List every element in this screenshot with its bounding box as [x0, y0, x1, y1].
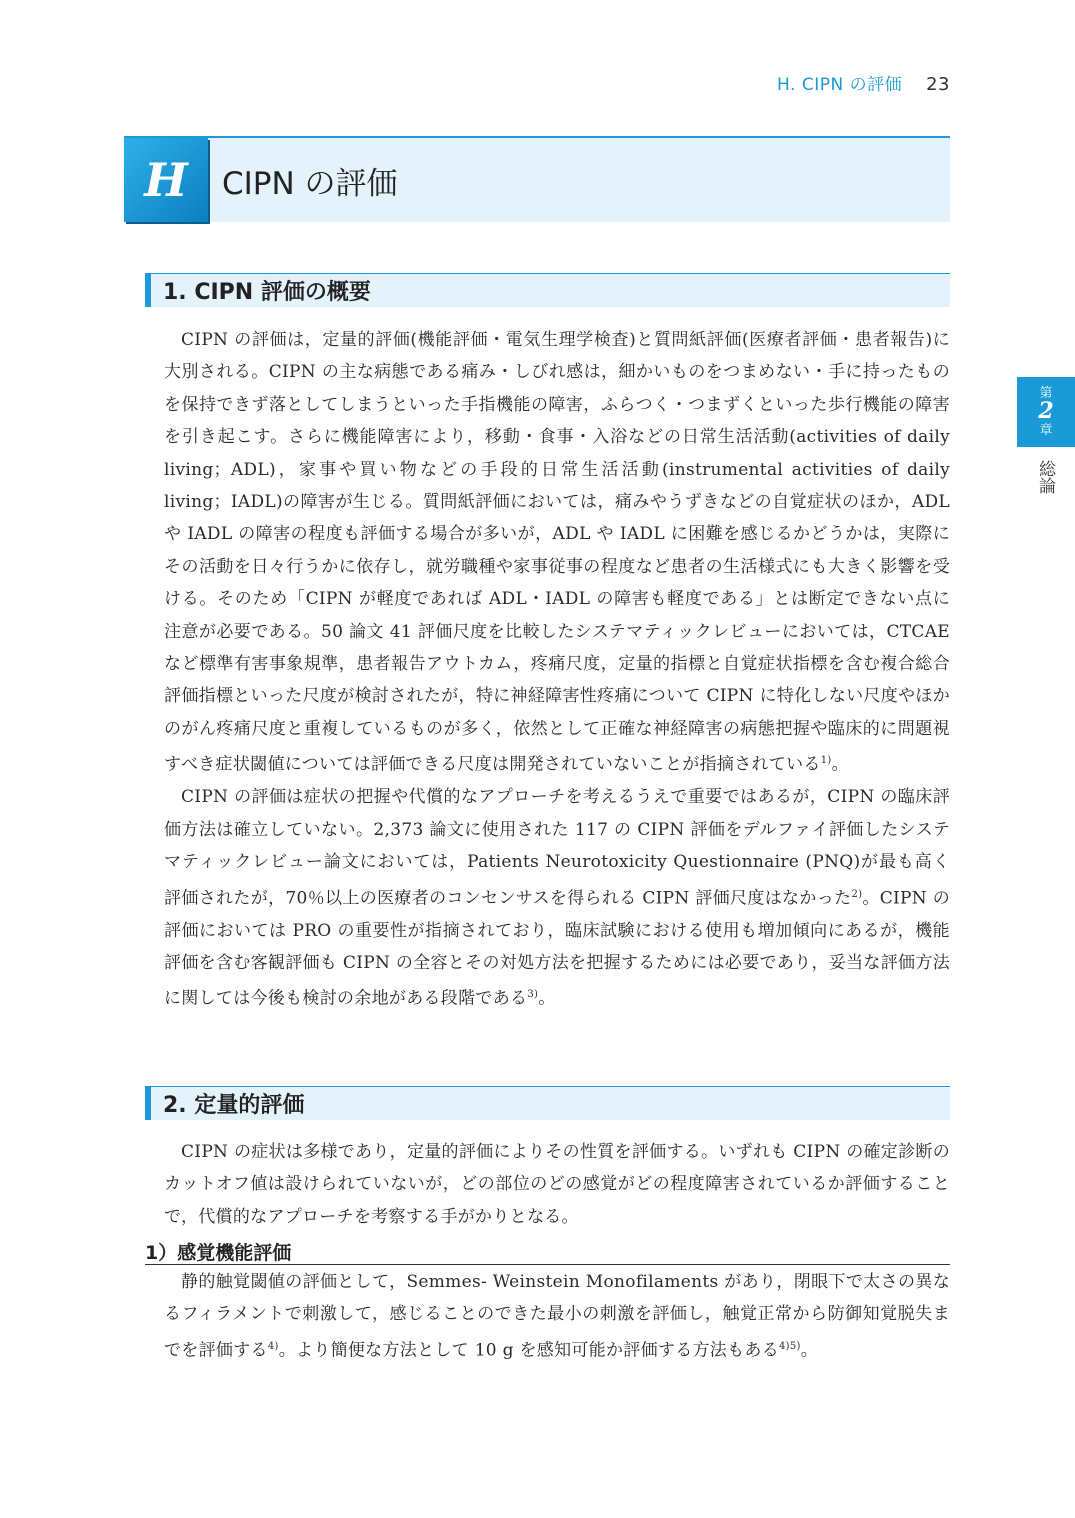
chapter-side-tab [1017, 377, 1075, 447]
citation-4: 4) [267, 1340, 279, 1352]
citation-5: 4)5) [779, 1340, 801, 1352]
page-number: 23 [926, 74, 950, 95]
side-tab-label: 総論 [1035, 460, 1055, 494]
section-1-body [164, 324, 950, 1016]
running-head-label: H. CIPN の評価 [777, 75, 903, 95]
chapter-title-banner [124, 136, 950, 222]
section-1-paragraph-2: CIPN の評価は症状の把握や代償的なアプローチを考えるうえで重要ではあるが，CIPN の臨床評価方法は確立していない。2,373 論文に使用された 117 の CIPN 評価をデルファイ評価したシステマティックレビュー論文においては，Patients Neurotoxicity Questionnaire (PNQ)が最も高く評価されたが，70％以上の医療者のコンセンサスを得られる CIPN 評価尺度はなかった$^{2)}$。CIPN の評価においては PRO の重要性が指摘されており，臨床試験における使用も増加傾向にあるが，機能評価を含む客観評価も CIPN の全容とその対処方法を把握するためには必要であり，妥当な評価方法に関しては今後も検討の余地がある段階である$^{3)}$。 [164, 787, 950, 1010]
section-2-body [164, 1136, 950, 1233]
side-tab-post: 章 [1039, 422, 1053, 438]
section-1-heading: 1. CIPN 評価の概要 [145, 273, 950, 307]
section-1-paragraph-1: CIPN の評価は，定量的評価(機能評価・電気生理学検査)と質問紙評価(医療者評価・患者報告)に大別される。CIPN の主な病態である痛み・しびれ感は，細かいものをつまめない・手に持ったものを保持できず落としてしまうといった手指機能の障害，ふらつく・つまずくといった歩行機能の障害を引き起こす。さらに機能障害により，移動・食事・入浴などの日常生活活動(activities of daily living；ADL)，家事や買い物などの手段的日常生活活動(instrumental activities of daily living；IADL)の障害が生じる。質問紙評価においては，痛みやうずきなどの自覚症状のほか，ADL や IADL の障害の程度も評価する場合が多いが，ADL や IADL に困難を感じるかどうかは，実際にその活動を日々行うかに依存し，就労職種や家事従事の程度など患者の生活様式にも大きく影響を受ける。そのため「CIPN が軽度であれば ADL・IADL の障害も軽度である」とは断定できない点に注意が必要である。50 論文 41 評価尺度を比較したシステマティックレビューにおいては，CTCAE など標準有害事象規準，患者報告アウトカム，疼痛尺度，定量的指標と自覚症状指標を含む複合総合評価指標といった尺度が検討されたが，特に神経障害性疼痛について CIPN に特化しない尺度やほかのがん疼痛尺度と重複しているものが多く，依然として正確な神経障害の病態把握や臨床的に問題視すべき症状閾値については評価できる尺度は開発されていないことが指摘されている$^{1)}$。 [164, 330, 950, 775]
citation-1: 1) [820, 755, 832, 767]
subsection-paragraph: 静的触覚閾値の評価として，Semmes- Weinstein Monofilaments があり，閉眼下で太さの異なるフィラメントで刺激して，感じることのできた最小の刺激を評価し，触覚正常から防御知覚脱失までを評価する$^{4)}$。より簡便な方法として 10 g を感知可能か評価する方法もある$^{4)5)}$。 [164, 1272, 950, 1361]
side-tab-number: 2 [1038, 398, 1054, 425]
subsection-body [164, 1266, 950, 1367]
citation-3: 3) [527, 989, 539, 1001]
section-2-heading: 2. 定量的評価 [145, 1086, 950, 1120]
chapter-title: CIPN の評価 [222, 165, 398, 202]
running-head [777, 70, 950, 95]
chapter-letter-badge: H [124, 138, 208, 222]
subsection-heading: 1）感覚機能評価 [145, 1238, 950, 1265]
citation-2: 2) [851, 888, 863, 900]
section-2-paragraph-1: CIPN の症状は多様であり，定量的評価によりその性質を評価する。いずれも CIPN の確定診断のカットオフ値は設けられていないが，どの部位のどの感覚がどの程度障害されているか評価することで，代償的なアプローチを考察する手がかりとなる。 [164, 1142, 950, 1227]
side-tab-pre: 第 [1039, 385, 1053, 401]
